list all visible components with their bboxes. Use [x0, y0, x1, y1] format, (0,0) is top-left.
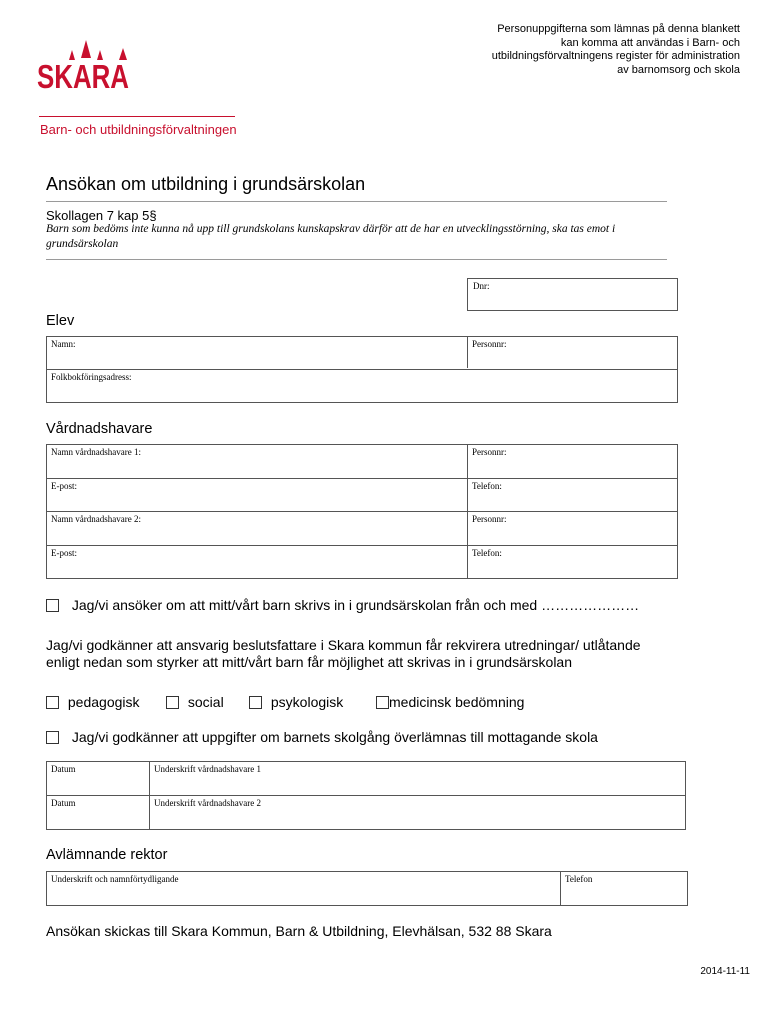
guardian1-email-label: E-post:: [51, 481, 77, 491]
form-description: Barn som bedöms inte kunna nå upp till grundskolans kunskapskrav därför att de har en utvecklingsstörning, ska tas emot i grundsärskolan: [46, 223, 616, 250]
transfer-checkbox[interactable]: [46, 731, 59, 744]
signature-table: [46, 761, 686, 830]
elev-table: [46, 336, 678, 403]
description-rule: [46, 259, 667, 260]
option-pedagogisk[interactable]: [46, 694, 140, 710]
psykologisk-label: psykologisk: [270, 694, 344, 710]
guardian2-phone-label: Telefon:: [472, 548, 502, 558]
form-title: Ansökan om utbildning i grundsärskolan: [46, 174, 366, 194]
rektor-phone-field[interactable]: [561, 872, 687, 905]
svg-text:SKARA: SKARA: [37, 58, 129, 95]
form-date: 2014-11-11: [700, 966, 750, 977]
rektor-signature-label: Underskrift och namnförtydligande: [51, 874, 179, 884]
guardian1-phone-field[interactable]: [468, 479, 677, 511]
signature2-label: Underskrift vårdnadshavare 2: [154, 798, 261, 808]
signature1-field[interactable]: [150, 762, 685, 795]
guardian1-email-field[interactable]: [47, 479, 467, 511]
social-checkbox[interactable]: [166, 696, 179, 709]
psykologisk-checkbox[interactable]: [249, 696, 262, 709]
elev-name-field[interactable]: [47, 337, 467, 369]
signature2-field[interactable]: [150, 796, 685, 829]
skara-logo: [37, 36, 129, 95]
medicinsk-label: medicinsk bedömning: [389, 694, 525, 710]
law-reference: Skollagen 7 kap 5§: [46, 208, 157, 223]
datum1-field[interactable]: [47, 762, 149, 795]
rektor-signature-field[interactable]: [47, 872, 560, 905]
rektor-heading: Avlämnande rektor: [46, 847, 168, 863]
elev-address-field[interactable]: [47, 370, 677, 402]
guardian2-phone-field[interactable]: [468, 546, 677, 578]
elev-address-label: Folkbokföringsadress:: [51, 372, 132, 382]
pedagogisk-label: pedagogisk: [67, 694, 140, 710]
apply-text: Jag/vi ansöker om att mitt/vårt barn skrivs in i grundsärskolan från och med …………………: [71, 597, 640, 613]
option-social[interactable]: [166, 694, 224, 710]
apply-checkbox[interactable]: [46, 599, 59, 612]
guardian2-email-label: E-post:: [51, 548, 77, 558]
guardian1-phone-label: Telefon:: [472, 481, 502, 491]
elev-heading: Elev: [46, 313, 75, 329]
option-psykologisk[interactable]: [249, 694, 343, 710]
elev-personnr-field[interactable]: [468, 337, 677, 369]
datum2-label: Datum: [51, 798, 76, 808]
apply-row: [46, 597, 639, 613]
guardian2-email-field[interactable]: [47, 546, 467, 578]
guardian1-personnr-field[interactable]: [468, 445, 677, 478]
medicinsk-checkbox[interactable]: [376, 696, 389, 709]
pedagogisk-checkbox[interactable]: [46, 696, 59, 709]
guardian2-name-field[interactable]: [47, 512, 467, 545]
department-name: Barn- och utbildningsförvaltningen: [40, 122, 237, 137]
transfer-text: Jag/vi godkänner att uppgifter om barnets skolgång överlämnas till mottagande skola: [71, 729, 598, 745]
guardian2-personnr-field[interactable]: [468, 512, 677, 545]
vardnadshavare-heading: Vårdnadshavare: [46, 421, 153, 437]
guardian2-personnr-label: Personnr:: [472, 514, 507, 524]
rektor-table: [46, 871, 688, 906]
option-medicinsk[interactable]: [376, 694, 524, 710]
title-rule: [46, 201, 667, 202]
elev-name-label: Namn:: [51, 339, 76, 349]
guardian1-personnr-label: Personnr:: [472, 447, 507, 457]
guardian2-name-label: Namn vårdnadshavare 2:: [51, 514, 141, 524]
guardian1-name-field[interactable]: [47, 445, 467, 478]
dnr-field[interactable]: [467, 278, 678, 311]
datum1-label: Datum: [51, 764, 76, 774]
guardian1-name-label: Namn vårdnadshavare 1:: [51, 447, 141, 457]
privacy-notice: Personuppgifterna som lämnas på denna blankett kan komma att användas i Barn- och utbildningsförvaltningens register för administration av barnomsorg och skola: [491, 23, 740, 76]
vardnadshavare-table: [46, 444, 678, 579]
department-rule: [39, 116, 235, 117]
rektor-phone-label: Telefon: [565, 874, 593, 884]
approve-text: Jag/vi godkänner att ansvarig beslutsfattare i Skara kommun får rekvirera utredningar/ utlåtande enligt nedan som styrker att mitt/vårt barn får möjlighet att skrivas in i grundsärskolan: [46, 637, 641, 670]
send-to-address: Ansökan skickas till Skara Kommun, Barn & Utbildning, Elevhälsan, 532 88 Skara: [46, 923, 552, 939]
signature1-label: Underskrift vårdnadshavare 1: [154, 764, 261, 774]
elev-personnr-label: Personnr:: [472, 339, 507, 349]
transfer-row: [46, 729, 598, 745]
social-label: social: [187, 694, 224, 710]
dnr-label: Dnr:: [473, 281, 490, 291]
datum2-field[interactable]: [47, 796, 149, 829]
